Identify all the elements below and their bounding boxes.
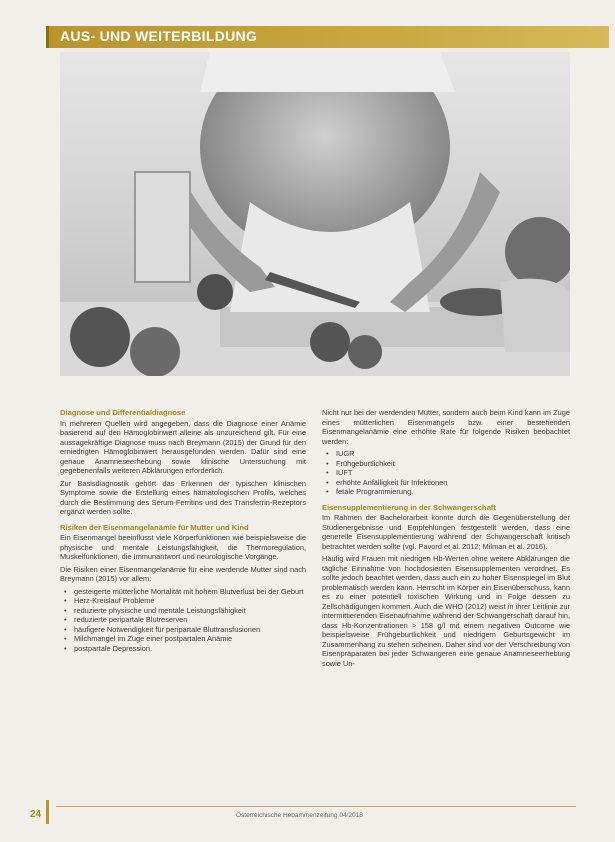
page-number: 24 — [30, 809, 42, 820]
paragraph: In mehreren Quellen wird angegeben, dass die Diagnose einer Anämie basierend auf den Hämoglobinwert alleine als unzureichend gilt. Für eine aussagekräftige Diagnose muss nach Breymann (2015) der Grund für den erniedrigten Hämoglobinwert herausgefunden werden. Dafür sind eine genaue Anamneseerhebung sowie klinische Untersuchung mit gegebenenfalls weiteren Abklärungen erforderlich. — [60, 418, 306, 475]
list-item: • IUGR — [336, 449, 570, 459]
list-item: • erhöhte Anfälligkeit für Infektionen — [336, 478, 570, 488]
list-item: • postpartale Depression. — [74, 644, 306, 654]
list-item: • häufigere Notwendigkeit für peripartale Bluttransfusionen — [74, 625, 306, 635]
paragraph: Ein Eisenmangel beeinflusst viele Körperfunktionen wie beispielsweise die physische und mentale Leistungsfähigkeit, die Thermoregulation, Muskelfunktionen, die Immunantwort und neurologische Vorgänge. — [60, 533, 306, 561]
paragraph: Nicht nur bei der werdenden Mutter, sondern auch beim Kind kann im Zuge eines mütterlichen Eisenmangels bzw. einer bestehenden Eisenmangelanämie eine erhöhte Rate für folgende Risiken beobachtet werden: — [322, 408, 570, 446]
section-title: AUS- UND WEITERBILDUNG — [60, 28, 258, 44]
right-column — [322, 408, 570, 671]
list-item: • Frühgeburtlichkeit — [336, 459, 570, 469]
paragraph: Zur Basisdiagnostik gehört das Erkennen der typischen klinischen Symptome sowie die Erstellung eines hämatologischen Profils, welches durch die Bestimmung des Serum-Ferritins und des Transferrin-Rezeptors ergänzt werden sollte. — [60, 478, 306, 516]
article-photo — [60, 52, 570, 376]
footer-accent-rule — [46, 800, 49, 824]
list-item: • fetale Programmierung. — [336, 487, 570, 497]
list-item: • reduzierte peripartale Blutreserven — [74, 615, 306, 625]
risk-list-child — [322, 449, 570, 497]
list-item: • reduzierte physische und mentale Leistungsfähigkeit — [74, 606, 306, 616]
list-item: • gesteigerte mütterliche Mortalität mit hohem Blutverlust bei der Geburt — [74, 587, 306, 597]
journal-name: Österreichische Hebammenzeitung 04/2018 — [236, 812, 363, 819]
footer-divider — [56, 806, 576, 807]
heading-risiken: Risiken der Eisenmangelanämie für Mutter und Kind — [60, 522, 249, 532]
heading-diagnose: Diagnose und Differentialdiagnose — [60, 408, 186, 417]
heading-eisensupplementierung: Eisensupplementierung in der Schwangerschaft — [322, 502, 496, 512]
risk-list-mother — [60, 587, 306, 654]
left-column — [60, 408, 306, 656]
photo-pregnant-woman-cutting-vegetables-icon — [60, 52, 570, 376]
list-item: • Milchmangel im Zuge einer postpartalen Anämie — [74, 634, 306, 644]
paragraph: Die Risiken einer Eisenmangelanämie für eine werdende Mutter sind nach Breymann (2015) vor allem: — [60, 564, 306, 583]
list-item: • IUFT — [336, 468, 570, 478]
list-item: • Herz-Kreislauf Probleme — [74, 596, 306, 606]
paragraph: Häufig wird Frauen mit niedrigen Hb-Werten ohne weitere Abklärungen die tägliche Einnahme von hochdosierten Eisensupplementen verordnet. Es sollte jedoch beachtet werden, dass auch ein zu hoher Eisenspiegel im Blut problematisch werden kann. Herrscht im Körper ein Eisenüberschuss, kann es zu einer potentiell toxischen Wirkung und in Folge dessen zu Zellschädigungen kommen. Auch die WHO (2012) weist in ihrer Leitlinie zur intermittierenden Eisenaufnahme während der Schwangerschaft darauf hin, dass Hb-Konzentrationen > 158 g/l mit einem negativen Outcome wie beispielsweise Frühgeburtlichkeit und niedrigem Geburtsgewicht im Zusammenhang zu stehen scheinen. Daher sind vor der Verschreibung von Eisenpräparaten bei jeder Schwangeren eine genaue Anamneseerhebung sowie Un- — [322, 554, 570, 668]
paragraph: Im Rahmen der Bachelorarbeit konnte durch die Gegenüberstellung der Studienergebnisse und Empfehlungen festgestellt werden, dass eine generelle Eisensupplementierung während der Schwangerschaft kritisch betrachtet werden sollte (vgl. Pavord et al. 2012; Milman et al. 2016). — [322, 513, 570, 551]
